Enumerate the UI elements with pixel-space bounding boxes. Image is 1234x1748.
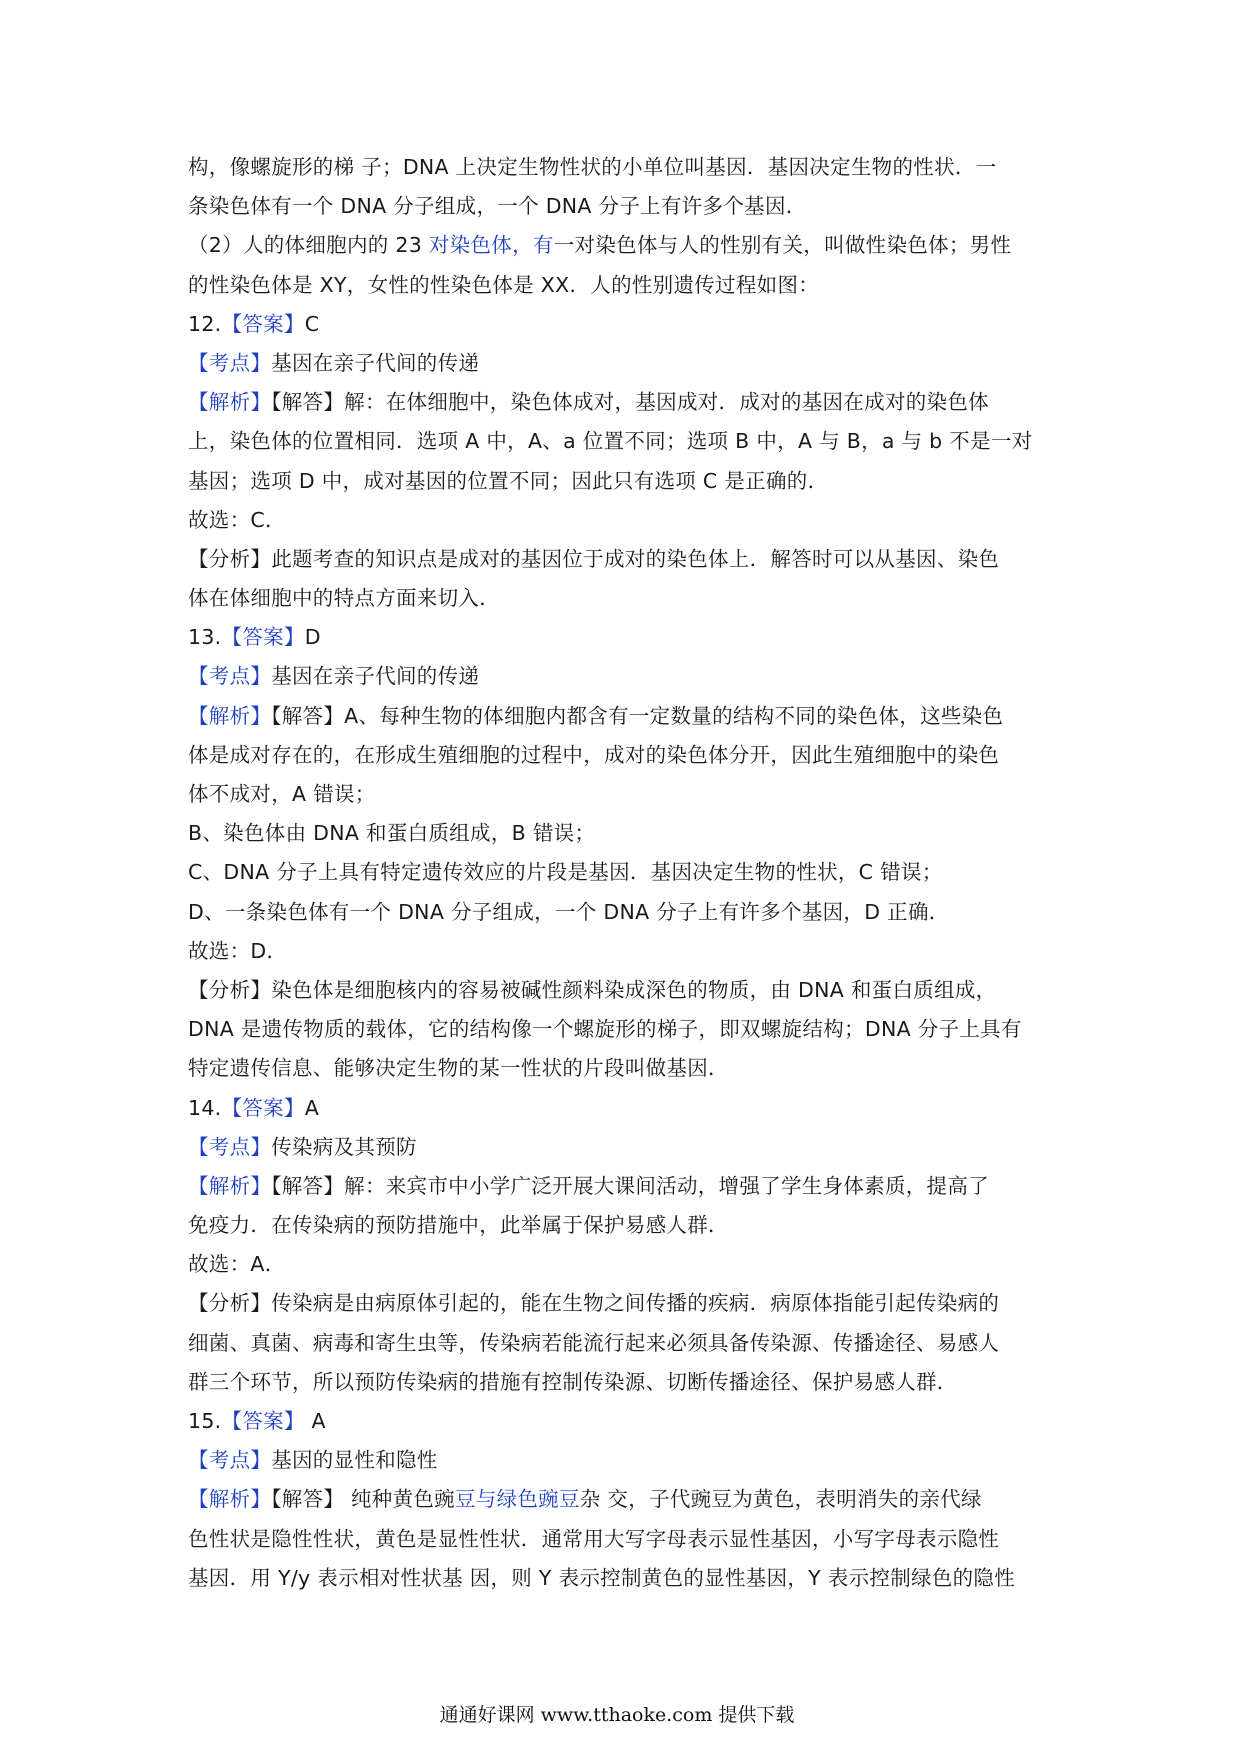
- text-line: [188, 540, 1068, 579]
- text-line: [188, 501, 1068, 540]
- section-label: 豆与绿色豌豆: [454, 1487, 580, 1512]
- line-text: 故选：D．: [188, 938, 288, 963]
- line-text: 【分析】传染病是由病原体引起的，能在生物之间传播的疾病．病原体指能引起传染病的: [188, 1291, 1000, 1316]
- line-text: D、一条染色体有一个 DNA 分子组成，一个 DNA 分子上有许多个基因，D 正确．: [188, 899, 950, 924]
- line-text: 基因在亲子代间的传递: [271, 664, 480, 689]
- text-line: [188, 266, 1068, 305]
- line-text: 细菌、真菌、病毒和寄生虫等，传染病若能流行起来必须具备传染源、传播途径、易感人: [188, 1330, 1000, 1355]
- line-text: A: [304, 1095, 320, 1120]
- text-line: [188, 1167, 1068, 1206]
- line-text: 【分析】此题考查的知识点是成对的基因位于成对的染色体上．解答时可以从基因、染色: [188, 546, 1000, 571]
- section-label: 【考点】: [188, 664, 272, 689]
- line-text: 条染色体有一个 DNA 分子组成，一个 DNA 分子上有许多个基因．: [188, 194, 807, 219]
- text-line: [188, 971, 1068, 1010]
- line-text: 群三个环节，所以预防传染病的措施有控制传染源、切断传播途径、保护易感人群．: [188, 1369, 958, 1394]
- text-line: [188, 657, 1068, 696]
- line-text: 【解答】解：在体细胞中，染色体成对，基因成对．成对的基因在成对的染色体: [271, 390, 989, 415]
- line-text: 体不成对，A 错误；: [188, 782, 376, 806]
- text-line: [188, 422, 1068, 461]
- line-text: 色性状是隐性性状，黄色是显性性状．通常用大写字母表示显性基因，小写字母表示隐性: [188, 1526, 1000, 1551]
- line-text: 【解答】A、每种生物的体细胞内都含有一定数量的结构不同的染色体，这些染色: [271, 703, 1004, 728]
- section-label: 【解析】: [188, 390, 272, 415]
- line-text: DNA 是遗传物质的载体，它的结构像一个螺旋形的梯子，即双螺旋结构；DNA 分子上具有: [188, 1017, 1022, 1042]
- line-text: 一对染色体与人的性别有关，叫做性染色体；男性: [553, 233, 1012, 258]
- text-line: [188, 775, 1068, 814]
- line-text: 【解答】解：来宾市中小学广泛开展大课间活动，增强了学生身体素质，提高了: [271, 1173, 989, 1198]
- section-label: 【解析】: [188, 703, 272, 728]
- line-text: 【解答】 纯种黄色豌: [271, 1487, 455, 1512]
- line-text: 基因．用 Y/y 表示相对性状基 因，则 Y 表示控制黄色的显性基因，Y 表示控制绿色的隐性: [188, 1565, 1016, 1590]
- text-line: [188, 1128, 1068, 1167]
- text-line: [188, 226, 1068, 265]
- text-line: [188, 893, 1068, 932]
- text-line: [188, 814, 1068, 853]
- section-label: 【考点】: [188, 1448, 272, 1473]
- section-label: 【答案】: [221, 1409, 305, 1433]
- line-text: 基因的显性和隐性: [271, 1448, 438, 1473]
- section-label: 【答案】: [221, 311, 305, 336]
- text-line: [188, 618, 1068, 657]
- text-line: [188, 1441, 1068, 1480]
- section-label: 对染色体，有: [428, 233, 554, 258]
- section-label: 【考点】: [188, 350, 272, 375]
- line-text: 体是成对存在的，在形成生殖细胞的过程中，成对的染色体分开，因此生殖细胞中的染色: [188, 742, 1000, 767]
- line-text: 免疫力．在传染病的预防措施中，此举属于保护易感人群．: [188, 1213, 729, 1238]
- text-line: [188, 579, 1068, 618]
- text-line: [188, 1206, 1068, 1245]
- line-text: 12.: [188, 311, 222, 336]
- section-label: 【解析】: [188, 1487, 272, 1512]
- section-label: 【考点】: [188, 1134, 272, 1159]
- line-text: 故选：C．: [188, 507, 286, 532]
- line-text: C: [304, 311, 320, 336]
- text-line: [188, 697, 1068, 736]
- text-line: [188, 1089, 1068, 1128]
- line-text: 基因在亲子代间的传递: [271, 350, 480, 375]
- text-line: [188, 1284, 1068, 1323]
- line-text: 传染病及其预防: [271, 1134, 417, 1159]
- text-line: [188, 148, 1068, 187]
- text-line: [188, 932, 1068, 971]
- line-text: 15.: [188, 1409, 222, 1433]
- line-text: D: [304, 625, 321, 650]
- text-line: [188, 187, 1068, 226]
- section-label: 【答案】: [221, 625, 305, 650]
- text-line: [188, 1402, 1068, 1441]
- text-line: [188, 1559, 1068, 1598]
- line-text: C、DNA 分子上具有特定遗传效应的片段是基因．基因决定生物的性状，C 错误；: [188, 860, 943, 885]
- text-line: [188, 1010, 1068, 1049]
- line-text: （2）人的体细胞内的 23: [188, 233, 429, 258]
- line-text: 【分析】染色体是细胞核内的容易被碱性颜料染成深色的物质，由 DNA 和蛋白质组成，: [188, 977, 997, 1002]
- line-text: 的性染色体是 XY，女性的性染色体是 XX．人的性别遗传过程如图：: [188, 272, 820, 297]
- document-body: [188, 148, 1068, 1598]
- text-line: [188, 344, 1068, 383]
- line-text: B、染色体由 DNA 和蛋白质组成，B 错误；: [188, 821, 596, 846]
- text-line: [188, 383, 1068, 422]
- text-line: [188, 1049, 1068, 1088]
- page-footer: 通通好课网 www.tthaoke.com 提供下载: [439, 1704, 795, 1726]
- text-line: [188, 736, 1068, 775]
- line-text: 13.: [188, 625, 222, 650]
- line-text: 体在体细胞中的特点方面来切入．: [188, 586, 500, 611]
- section-label: 【答案】: [221, 1095, 305, 1120]
- text-line: [188, 1520, 1068, 1559]
- line-text: A: [304, 1409, 326, 1433]
- text-line: [188, 462, 1068, 501]
- line-text: 基因；选项 D 中，成对基因的位置不同；因此只有选项 C 是正确的．: [188, 468, 829, 493]
- line-text: 杂 交，子代豌豆为黄色，表明消失的亲代绿: [579, 1487, 982, 1512]
- line-text: 构，像螺旋形的梯 子；DNA 上决定生物性状的小单位叫基因．基因决定生物的性状．一: [188, 155, 997, 179]
- text-line: [188, 1363, 1068, 1402]
- line-text: 上，染色体的位置相同．选项 A 中，A、a 位置不同；选项 B 中，A 与 B，a 与 b 不是一对: [188, 429, 1033, 454]
- line-text: 特定遗传信息、能够决定生物的某一性状的片段叫做基因．: [188, 1056, 729, 1081]
- text-line: [188, 1480, 1068, 1519]
- line-text: 14.: [188, 1095, 222, 1120]
- text-line: [188, 305, 1068, 344]
- section-label: 【解析】: [188, 1173, 272, 1198]
- text-line: [188, 1245, 1068, 1284]
- text-line: [188, 853, 1068, 892]
- line-text: 故选：A．: [188, 1252, 286, 1277]
- text-line: [188, 1324, 1068, 1363]
